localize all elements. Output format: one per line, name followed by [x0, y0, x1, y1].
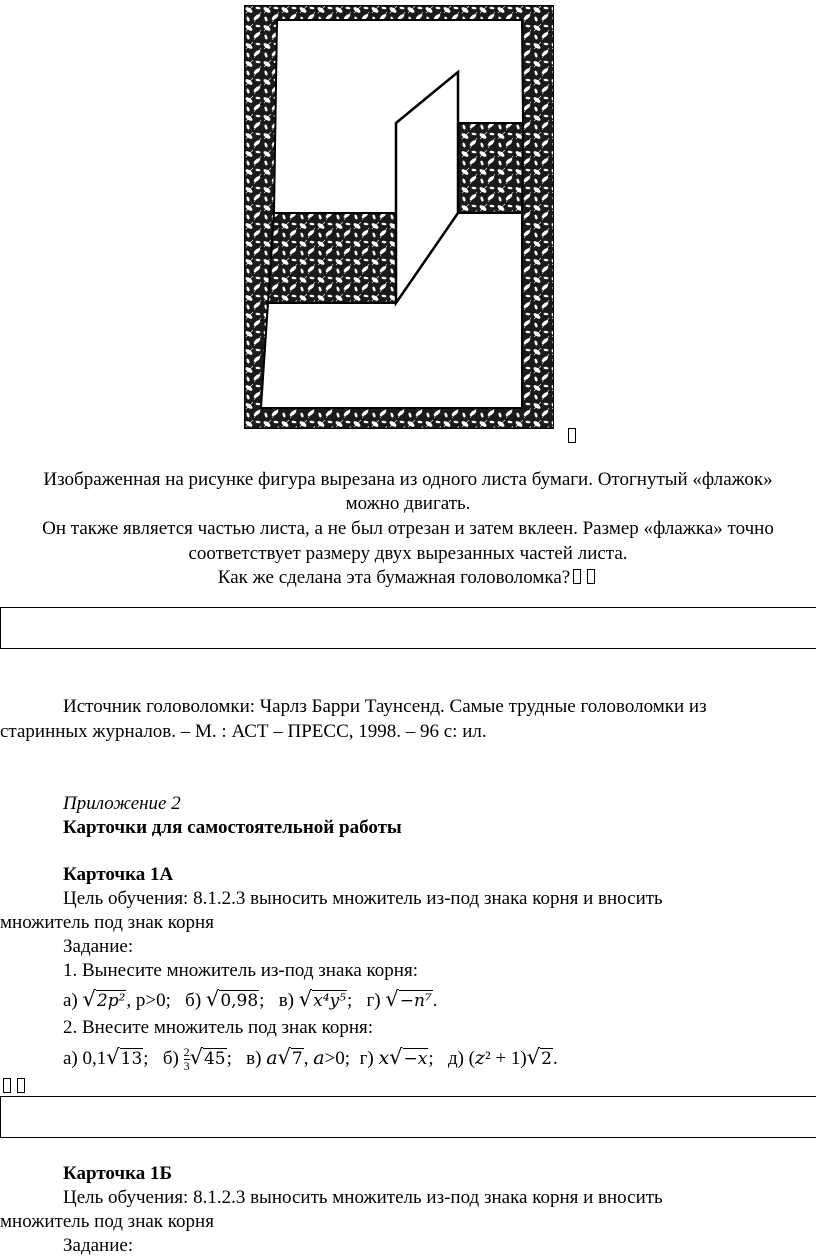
radicand: 𝑥⁴𝑦⁵ — [313, 991, 346, 1011]
radical: √0,98 — [205, 987, 259, 1011]
item-end: ; — [226, 1048, 232, 1069]
item-end: ; — [428, 1048, 434, 1069]
radical: √7 — [277, 1045, 303, 1069]
item-label: а) 0,1 — [63, 1048, 107, 1069]
item-condition: , 𝑎>0; — [303, 1048, 351, 1069]
card-1b-task-label: Задание: — [63, 1235, 134, 1256]
item-label: а) — [63, 990, 78, 1011]
item-end: ; — [259, 990, 265, 1011]
appendix-title: Карточки для самостоятельной работы — [63, 817, 402, 838]
missing-glyph-icon — [17, 1078, 25, 1093]
missing-glyph-icon — [3, 1078, 11, 1093]
answer-box-puzzle[interactable] — [0, 607, 816, 649]
card-1b-title: Карточка 1Б — [63, 1163, 173, 1184]
radical: √45 — [189, 1045, 226, 1069]
item-label: д) (𝑧² + 1) — [447, 1048, 527, 1069]
card-1b-goal-line-2: множитель под знак корня — [0, 1211, 214, 1232]
radical: √2𝑝² — [82, 987, 126, 1011]
puzzle-figure — [244, 5, 554, 429]
card-1a-title: Карточка 1А — [63, 864, 174, 885]
appendix-label: Приложение 2 — [63, 793, 181, 814]
radicand: 7 — [291, 1049, 303, 1069]
card-1a-task-1: 1. Вынесите множитель из-под знака корня: — [63, 960, 418, 981]
end-of-figure-glyph — [568, 428, 576, 443]
missing-glyph-icon — [573, 569, 581, 584]
radical: √2 — [526, 1045, 552, 1069]
radical: √−𝑛⁷ — [385, 987, 432, 1011]
radical: √𝑥⁴𝑦⁵ — [298, 987, 346, 1011]
card-1a-task-2-items — [63, 1040, 558, 1076]
radicand: −𝑥 — [403, 1049, 428, 1069]
item-end: ; — [143, 1048, 149, 1069]
puzzle-question: Как же сделана эта бумажная головоломка? — [217, 567, 571, 588]
card-1a-task-label: Задание: — [63, 936, 134, 957]
puzzle-figure-drawing — [244, 5, 554, 429]
puzzle-question-line — [0, 566, 816, 590]
source-line-2: старинных журналов. – М. : АСТ – ПРЕСС, 1998. – 96 с: ил. — [0, 721, 487, 742]
puzzle-text-line-3: Он также является частью листа, а не был отрезан и затем вклеен. Размер «флажка» точно — [42, 518, 774, 539]
answer-box-card-1a[interactable] — [0, 1096, 816, 1138]
radicand: −𝑛⁷ — [399, 991, 432, 1011]
missing-glyph-pair — [0, 1076, 28, 1098]
puzzle-text-line-4: соответствует размеру двух вырезанных частей листа. — [188, 543, 628, 564]
source-line-1: Источник головоломки: Чарлз Барри Таунсенд. Самые трудные головоломки из — [63, 696, 707, 717]
missing-glyph-icon — [587, 569, 595, 584]
radicand: 0,98 — [220, 991, 259, 1011]
item-end: . — [552, 1048, 558, 1069]
item-label: в) 𝑎 — [246, 1048, 278, 1069]
item-label: в) — [278, 990, 295, 1011]
radicand: 2 — [541, 1049, 552, 1069]
item-label: б) — [162, 1048, 179, 1069]
fraction-denominator: 3 — [183, 1059, 190, 1074]
item-condition: , p>0; — [126, 990, 171, 1011]
item-label: г) — [366, 990, 381, 1011]
card-1a-goal-line-2: множитель под знак корня — [0, 912, 214, 933]
puzzle-text-line-1: Изображенная на рисунке фигура вырезана из одного листа бумаги. Отогнутый «флажок» — [43, 469, 773, 490]
item-end: ; — [346, 990, 353, 1011]
item-end: . — [432, 990, 438, 1011]
radical: √13 — [106, 1045, 143, 1069]
radicand: 2𝑝² — [96, 991, 126, 1011]
radicand: 45 — [203, 1049, 226, 1069]
card-1a-task-2: 2. Внесите множитель под знак корня: — [63, 1017, 374, 1038]
card-1a-goal-line-1: Цель обучения: 8.1.2.3 выносить множитель из-под знака корня и вносить — [63, 888, 663, 909]
radical: √−𝑥 — [389, 1045, 428, 1069]
item-label: б) — [185, 990, 202, 1011]
radicand: 13 — [120, 1049, 143, 1069]
item-label: г) 𝑥 — [359, 1048, 390, 1069]
fraction-numerator: 2 — [183, 1045, 190, 1060]
card-1b-goal-line-1: Цель обучения: 8.1.2.3 выносить множитель из-под знака корня и вносить — [63, 1187, 663, 1208]
puzzle-text-line-2: можно двигать. — [345, 493, 471, 514]
card-1a-task-1-items — [63, 984, 438, 1016]
